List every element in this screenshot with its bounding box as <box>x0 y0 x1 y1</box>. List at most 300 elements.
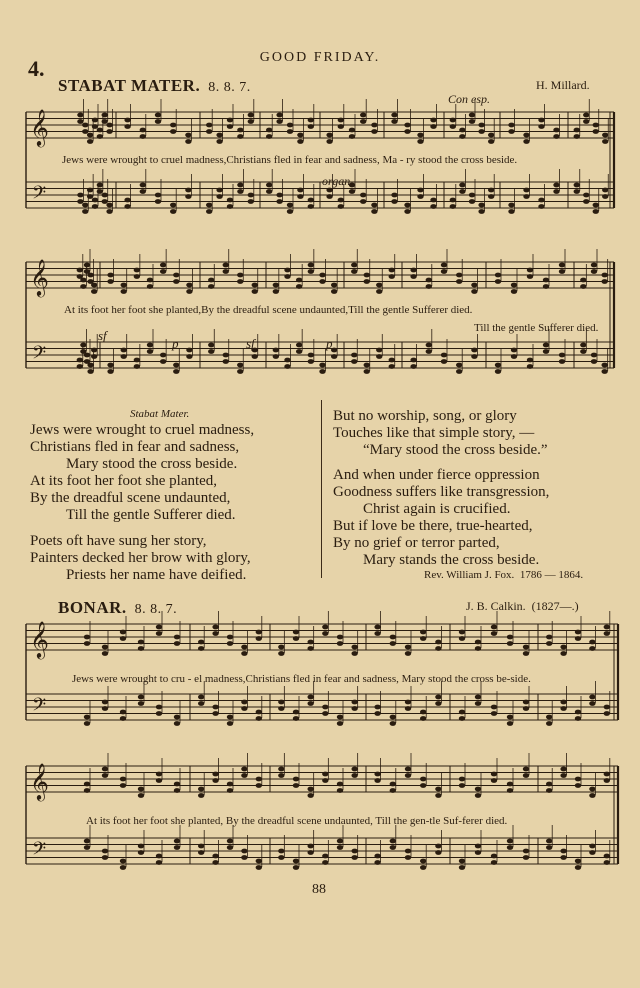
note-head <box>589 701 595 706</box>
note-head <box>92 204 98 209</box>
note-head <box>92 198 98 203</box>
note-head <box>589 695 595 700</box>
note-head <box>124 124 130 129</box>
note-head <box>185 139 191 144</box>
note-head <box>198 695 204 700</box>
note-head <box>374 711 380 716</box>
note-head <box>206 129 212 134</box>
note-head <box>120 859 126 864</box>
note-head <box>273 354 279 359</box>
note-head <box>495 273 501 278</box>
note-head <box>405 773 411 778</box>
note-head <box>574 134 580 139</box>
note-head <box>546 788 552 793</box>
note-head <box>227 635 233 640</box>
note-head <box>84 845 90 850</box>
note-head <box>459 777 465 782</box>
note-head <box>575 777 581 782</box>
note-head <box>404 123 410 128</box>
note-head <box>591 263 597 268</box>
note-head <box>77 119 83 124</box>
note-head <box>212 778 218 783</box>
note-head <box>198 646 204 651</box>
note-head <box>198 844 204 849</box>
lyric-line-4: Jews were wrought to cru - el madness,Christians fled in fear and sadness, Mary stood the cross be-side. <box>72 673 531 685</box>
note-head <box>140 189 146 194</box>
note-head <box>308 353 314 358</box>
note-head <box>297 188 303 193</box>
note-head <box>404 203 410 208</box>
note-head <box>349 128 355 133</box>
note-head <box>308 204 314 209</box>
note-head <box>140 183 146 188</box>
note-head <box>170 123 176 128</box>
note-head <box>420 783 426 788</box>
poem-line: Priests her name have deified. <box>66 567 247 583</box>
note-head <box>593 203 599 208</box>
note-head <box>583 199 589 204</box>
note-head <box>173 273 179 278</box>
note-head <box>241 767 247 772</box>
note-head <box>488 133 494 138</box>
note-head <box>173 279 179 284</box>
note-head <box>284 274 290 279</box>
note-head <box>374 772 380 777</box>
poem-line: Poets oft have sung her story, <box>30 533 207 549</box>
note-head <box>307 701 313 706</box>
note-head <box>538 118 544 123</box>
note-head <box>102 651 108 656</box>
note-head <box>471 283 477 288</box>
note-head <box>102 706 108 711</box>
note-head <box>456 363 462 368</box>
note-head <box>82 203 88 208</box>
note-head <box>351 353 357 358</box>
note-head <box>351 700 357 705</box>
note-head <box>376 289 382 294</box>
note-head <box>138 793 144 798</box>
note-head <box>475 640 481 645</box>
note-head <box>278 645 284 650</box>
note-head <box>185 194 191 199</box>
note-head <box>575 710 581 715</box>
note-head <box>185 133 191 138</box>
note-head <box>124 118 130 123</box>
note-head <box>174 788 180 793</box>
note-head <box>543 278 549 283</box>
note-head <box>450 118 456 123</box>
note-head <box>227 641 233 646</box>
note-head <box>360 119 366 124</box>
note-head <box>459 710 465 715</box>
note-head <box>511 348 517 353</box>
note-head <box>208 343 214 348</box>
note-head <box>102 855 108 860</box>
note-head <box>84 715 90 720</box>
note-head <box>491 711 497 716</box>
note-head <box>84 721 90 726</box>
note-head <box>91 354 97 359</box>
note-head <box>297 139 303 144</box>
note-head <box>351 269 357 274</box>
note-head <box>459 630 465 635</box>
hymn-number: 4. <box>28 56 45 81</box>
note-head <box>307 844 313 849</box>
note-head <box>543 284 549 289</box>
note-head <box>471 289 477 294</box>
note-head <box>553 128 559 133</box>
note-head <box>252 283 258 288</box>
note-head <box>441 359 447 364</box>
note-head <box>80 343 86 348</box>
poem-line: At its foot her foot she planted, <box>30 473 218 489</box>
note-head <box>389 358 395 363</box>
note-head <box>560 706 566 711</box>
note-head <box>475 646 481 651</box>
note-head <box>420 777 426 782</box>
poem-line: And when under fierce oppression <box>333 467 540 483</box>
note-head <box>173 369 179 374</box>
note-head <box>371 203 377 208</box>
note-head <box>77 113 83 118</box>
note-head <box>420 865 426 870</box>
note-head <box>120 777 126 782</box>
note-head <box>538 204 544 209</box>
note-head <box>575 859 581 864</box>
note-head <box>287 129 293 134</box>
note-head <box>511 283 517 288</box>
note-head <box>337 635 343 640</box>
note-head <box>593 129 599 134</box>
note-head <box>475 793 481 798</box>
note-head <box>456 273 462 278</box>
note-head <box>87 194 93 199</box>
note-head <box>106 203 112 208</box>
note-head <box>469 113 475 118</box>
poem-line: Mary stood the cross beside. <box>66 456 238 472</box>
note-head <box>107 369 113 374</box>
note-head <box>140 134 146 139</box>
dynamic-p-2: p <box>326 336 333 351</box>
poem-line: But no worship, song, or glory <box>333 408 517 424</box>
note-head <box>374 705 380 710</box>
note-head <box>319 273 325 278</box>
note-head <box>338 118 344 123</box>
note-head <box>97 189 103 194</box>
note-head <box>186 283 192 288</box>
note-head <box>575 630 581 635</box>
note-head <box>604 705 610 710</box>
bass-clef: 𝄢 <box>32 695 47 720</box>
note-head <box>360 193 366 198</box>
poem-line: Christians fled in fear and sadness, <box>30 439 240 455</box>
note-head <box>435 646 441 651</box>
note-head <box>84 839 90 844</box>
note-head <box>155 113 161 118</box>
note-head <box>364 273 370 278</box>
poem-line: Painters decked her brow with glory, <box>30 550 251 566</box>
note-head <box>134 274 140 279</box>
note-head <box>322 705 328 710</box>
note-head <box>511 289 517 294</box>
note-head <box>106 209 112 214</box>
note-head <box>102 119 108 124</box>
note-head <box>248 113 254 118</box>
note-head <box>553 134 559 139</box>
dynamic-sf-1: sf <box>98 328 107 343</box>
note-head <box>206 123 212 128</box>
treble-clef: 𝄞 <box>30 258 49 296</box>
note-head <box>84 635 90 640</box>
note-head <box>138 844 144 849</box>
note-head <box>278 855 284 860</box>
note-head <box>338 204 344 209</box>
note-head <box>106 129 112 134</box>
note-head <box>186 289 192 294</box>
poem-author: Rev. William J. Fox. <box>424 569 515 581</box>
note-head <box>435 640 441 645</box>
note-head <box>574 189 580 194</box>
note-head <box>441 263 447 268</box>
direction-organ: organ. <box>322 174 354 188</box>
note-head <box>212 631 218 636</box>
tune-meter: 8. 8. 7. <box>208 80 251 95</box>
note-head <box>523 139 529 144</box>
tune-name: STABAT MATER. <box>58 76 201 95</box>
note-head <box>575 865 581 870</box>
note-head <box>589 850 595 855</box>
note-head <box>475 701 481 706</box>
note-head <box>307 695 313 700</box>
note-head <box>227 715 233 720</box>
note-head <box>278 849 284 854</box>
tune-title-bonar <box>58 598 177 618</box>
note-head <box>322 625 328 630</box>
note-head <box>351 849 357 854</box>
note-head <box>478 209 484 214</box>
note-head <box>507 715 513 720</box>
note-head <box>390 839 396 844</box>
note-head <box>147 284 153 289</box>
note-head <box>523 849 529 854</box>
note-head <box>80 284 86 289</box>
note-head <box>102 849 108 854</box>
note-head <box>601 363 607 368</box>
page-number: 88 <box>312 882 326 897</box>
note-head <box>252 289 258 294</box>
note-head <box>420 710 426 715</box>
note-head <box>174 839 180 844</box>
note-head <box>174 721 180 726</box>
note-head <box>121 348 127 353</box>
note-head <box>602 133 608 138</box>
note-head <box>420 630 426 635</box>
note-head <box>580 343 586 348</box>
note-head <box>602 188 608 193</box>
poem-line: Jews were wrought to cruel madness, <box>30 422 255 438</box>
note-head <box>559 269 565 274</box>
note-head <box>390 788 396 793</box>
note-head <box>87 369 93 374</box>
note-head <box>604 778 610 783</box>
note-head <box>410 358 416 363</box>
note-head <box>208 278 214 283</box>
composer-name: J. B. Calkin. <box>466 599 526 613</box>
note-head <box>589 844 595 849</box>
note-head <box>256 716 262 721</box>
note-head <box>523 645 529 650</box>
note-head <box>308 124 314 129</box>
poem-line: But if love be there, true-hearted, <box>333 518 533 534</box>
note-head <box>237 363 243 368</box>
note-head <box>227 198 233 203</box>
note-head <box>391 113 397 118</box>
note-head <box>560 855 566 860</box>
lyric-line-3: Till the gentle Sufferer died. <box>474 322 599 334</box>
note-head <box>604 711 610 716</box>
note-head <box>102 773 108 778</box>
note-head <box>241 855 247 860</box>
note-head <box>212 860 218 865</box>
note-head <box>160 269 166 274</box>
dynamic-p-1: p <box>172 336 179 351</box>
note-head <box>478 129 484 134</box>
note-head <box>523 188 529 193</box>
note-head <box>491 860 497 865</box>
note-head <box>273 289 279 294</box>
note-head <box>523 651 529 656</box>
note-head <box>82 209 88 214</box>
note-head <box>410 274 416 279</box>
note-head <box>338 198 344 203</box>
note-head <box>560 645 566 650</box>
note-head <box>97 134 103 139</box>
tune-meter: 8. 8. 7. <box>134 602 178 617</box>
note-head <box>389 364 395 369</box>
note-head <box>507 782 513 787</box>
note-head <box>560 849 566 854</box>
note-head <box>450 124 456 129</box>
note-head <box>546 715 552 720</box>
note-head <box>507 721 513 726</box>
note-head <box>507 641 513 646</box>
note-head <box>287 209 293 214</box>
note-head <box>82 129 88 134</box>
note-head <box>256 859 262 864</box>
note-head <box>297 194 303 199</box>
note-head <box>591 353 597 358</box>
note-head <box>389 274 395 279</box>
note-head <box>322 631 328 636</box>
note-head <box>227 845 233 850</box>
poem-line: Mary stands the cross beside. <box>363 552 540 568</box>
note-head <box>459 134 465 139</box>
note-head <box>256 865 262 870</box>
note-head <box>266 134 272 139</box>
note-head <box>322 854 328 859</box>
note-head <box>293 859 299 864</box>
note-head <box>543 343 549 348</box>
note-head <box>293 783 299 788</box>
note-head <box>575 716 581 721</box>
note-head <box>337 845 343 850</box>
note-head <box>198 787 204 792</box>
note-head <box>475 844 481 849</box>
poem-line: By no grief or terror parted, <box>333 535 500 551</box>
note-head <box>589 640 595 645</box>
note-head <box>248 119 254 124</box>
note-head <box>186 348 192 353</box>
note-head <box>435 695 441 700</box>
lyric-line-2: At its foot her foot she planted,By the dreadful scene undaunted,Till the gentle Sufferer died. <box>64 304 473 316</box>
note-head <box>241 651 247 656</box>
note-head <box>351 767 357 772</box>
note-head <box>435 844 441 849</box>
note-head <box>417 139 423 144</box>
note-head <box>390 715 396 720</box>
note-head <box>284 268 290 273</box>
note-head <box>583 119 589 124</box>
note-head <box>120 710 126 715</box>
note-head <box>459 636 465 641</box>
note-head <box>491 772 497 777</box>
note-head <box>508 209 514 214</box>
note-head <box>307 646 313 651</box>
note-head <box>248 193 254 198</box>
note-head <box>488 139 494 144</box>
note-head <box>155 119 161 124</box>
note-head <box>91 348 97 353</box>
note-head <box>138 850 144 855</box>
note-head <box>322 772 328 777</box>
note-head <box>156 625 162 630</box>
note-head <box>170 209 176 214</box>
note-head <box>84 782 90 787</box>
note-head <box>284 358 290 363</box>
note-head <box>106 123 112 128</box>
note-head <box>488 194 494 199</box>
note-head <box>364 279 370 284</box>
note-head <box>296 349 302 354</box>
note-head <box>351 651 357 656</box>
note-head <box>430 124 436 129</box>
note-head <box>351 773 357 778</box>
note-head <box>77 268 83 273</box>
note-head <box>560 773 566 778</box>
lyric-line-5: At its foot her foot she planted, By the dreadful scene undaunted, Till the gen-tle Suf-ferer died. <box>86 815 508 827</box>
note-head <box>593 209 599 214</box>
note-head <box>527 268 533 273</box>
note-head <box>507 845 513 850</box>
note-head <box>371 123 377 128</box>
note-head <box>604 860 610 865</box>
note-head <box>589 646 595 651</box>
note-head <box>322 860 328 865</box>
note-head <box>256 636 262 641</box>
note-head <box>390 635 396 640</box>
note-head <box>308 359 314 364</box>
note-head <box>351 263 357 268</box>
note-head <box>102 767 108 772</box>
note-head <box>478 123 484 128</box>
note-head <box>266 128 272 133</box>
note-head <box>420 716 426 721</box>
note-head <box>507 635 513 640</box>
note-head <box>87 363 93 368</box>
note-head <box>546 641 552 646</box>
poem-line: “Mary stood the cross beside.” <box>363 442 548 458</box>
note-head <box>604 631 610 636</box>
